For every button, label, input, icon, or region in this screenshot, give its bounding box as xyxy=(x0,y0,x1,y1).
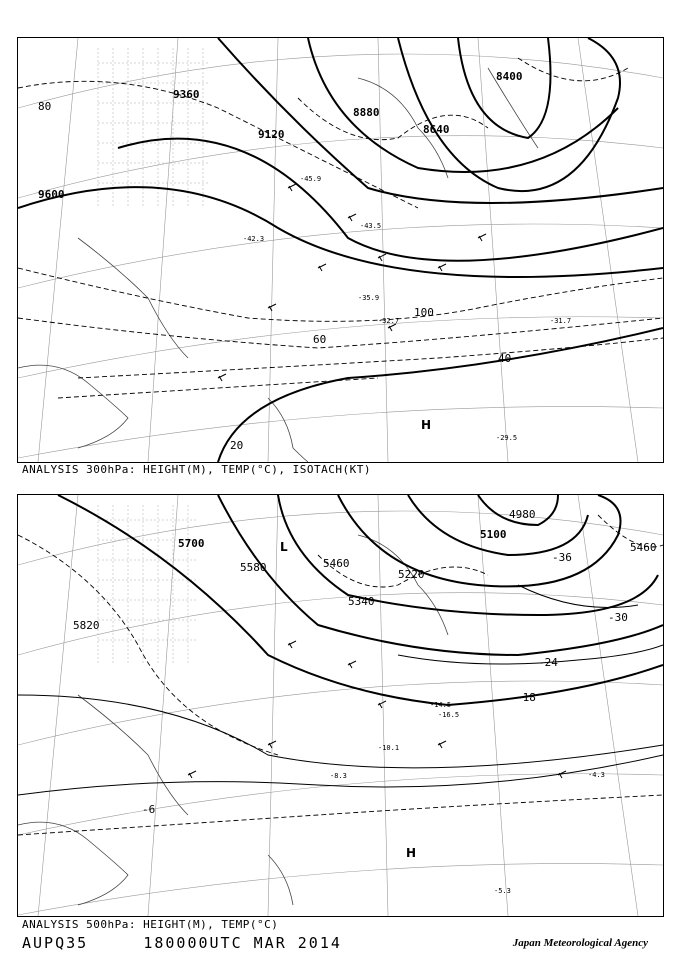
isotherm-label: -6 xyxy=(142,803,156,816)
temp-label: -16.5 xyxy=(438,711,460,719)
height-contours xyxy=(18,38,663,462)
height-label: 5460 xyxy=(630,541,657,554)
map-500hpa-svg xyxy=(18,495,663,916)
temp-label: -5.3 xyxy=(494,887,511,895)
height-label: 5580 xyxy=(240,561,267,574)
temp-label: -42.3 xyxy=(243,235,265,243)
panel-caption-500hpa: ANALYSIS 500hPa: HEIGHT(M), TEMP(°C) xyxy=(22,918,279,931)
height-label: 8880 xyxy=(353,106,380,119)
isotherm-label: -18 xyxy=(516,691,536,704)
height-label: 5220 xyxy=(398,568,425,581)
temp-label: -31.7 xyxy=(550,317,572,325)
wind-barbs xyxy=(218,184,486,381)
temp-label: -10.1 xyxy=(378,744,400,752)
panel-caption-300hpa: ANALYSIS 300hPa: HEIGHT(M), TEMP(°C), ISOTACH(KT) xyxy=(22,463,372,476)
temp-labels xyxy=(243,175,571,442)
temp-label: -8.3 xyxy=(330,772,347,780)
map-300hpa-svg xyxy=(18,38,663,462)
height-label: 4980 xyxy=(509,508,536,521)
height-label: 9600 xyxy=(38,188,65,201)
temp-label: -45.9 xyxy=(300,175,322,183)
chart-timestamp: 180000UTC MAR 2014 xyxy=(143,934,342,952)
wind-barbs xyxy=(188,641,566,778)
temp-label: -14.5 xyxy=(430,701,452,709)
height-label: 5820 xyxy=(73,619,100,632)
temp-label: -4.3 xyxy=(588,771,605,779)
height-label: 8400 xyxy=(496,70,523,83)
temp-label: -29.5 xyxy=(496,434,518,442)
isotach-labels xyxy=(38,100,511,452)
height-label: 9360 xyxy=(173,88,200,101)
isotherm-label: -30 xyxy=(608,611,628,624)
height-label: 5460 xyxy=(323,557,350,570)
low-pressure-center: L xyxy=(280,540,288,554)
height-label: 5700 xyxy=(178,537,205,550)
isotach-label: 60 xyxy=(313,333,327,346)
height-label: 9120 xyxy=(258,128,285,141)
isotach-label: 40 xyxy=(498,352,512,365)
isotherm-label: -36 xyxy=(552,551,572,564)
isotherm-label: -24 xyxy=(538,656,558,669)
map-panel-300hpa xyxy=(17,37,664,463)
hatch-region xyxy=(98,505,198,665)
agency-name: Japan Meteorological Agency xyxy=(512,937,648,949)
temp-label: -35.9 xyxy=(358,294,380,302)
isotach-label: 20 xyxy=(230,439,244,452)
temp-label: -32.7 xyxy=(378,317,400,325)
chart-header xyxy=(22,934,342,952)
height-label: 5100 xyxy=(480,528,507,541)
temp-label: -43.5 xyxy=(360,222,382,230)
height-label: 8640 xyxy=(423,123,450,136)
chart-id: AUPQ35 xyxy=(22,934,89,952)
high-pressure-center: H xyxy=(406,846,417,860)
temp-labels xyxy=(330,701,605,895)
height-label: 5340 xyxy=(348,595,375,608)
isotach-label: 100 xyxy=(414,306,434,319)
hatch-region xyxy=(98,48,208,208)
isotach-label: 80 xyxy=(38,100,52,113)
high-pressure-center: H xyxy=(421,418,432,432)
map-panel-500hpa xyxy=(17,494,664,917)
